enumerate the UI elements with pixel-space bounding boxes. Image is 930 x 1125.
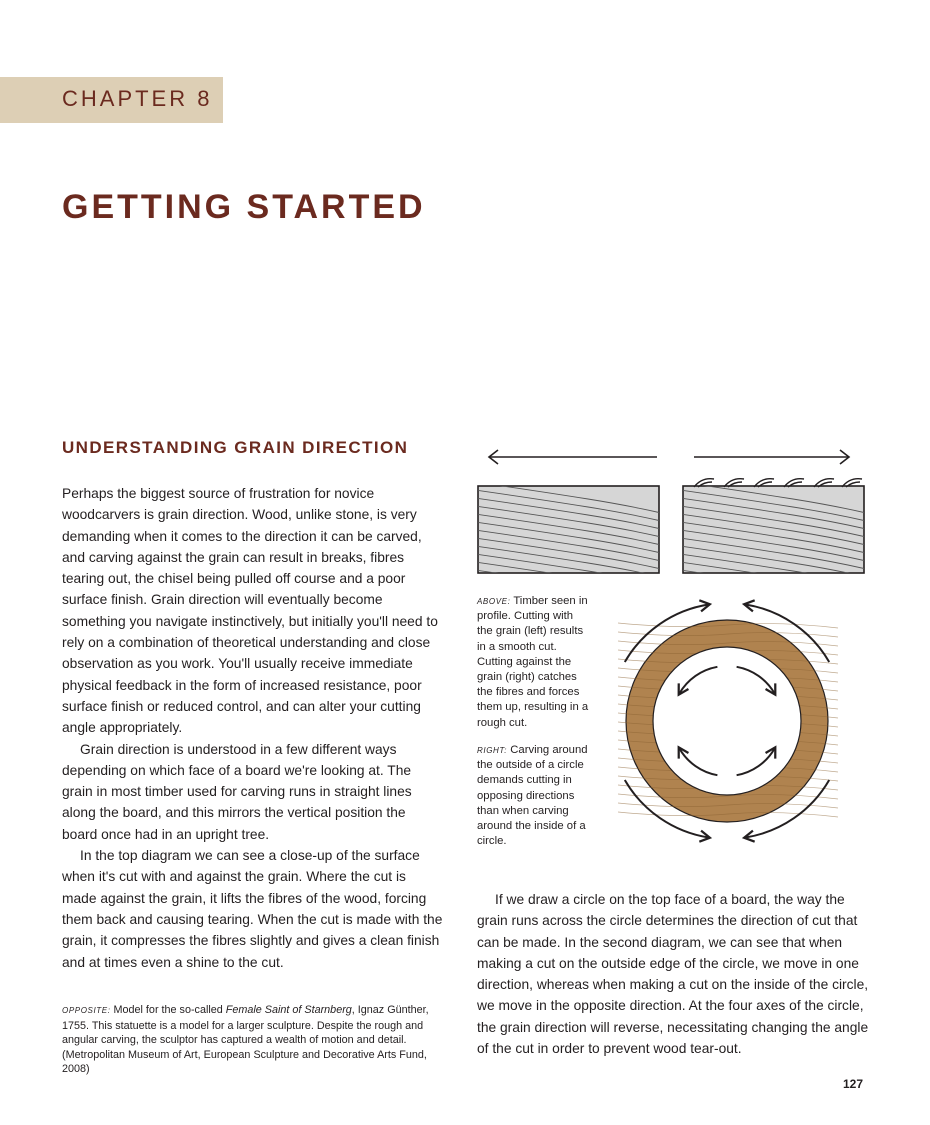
caption-lead: ABOVE: <box>477 597 511 606</box>
caption-italic-title: Female Saint of Starnberg <box>225 1004 352 1016</box>
body-paragraph: In the top diagram we can see a close-up of the surface when it's cut with and against the grain. Where the cut is made against the grain, it lifts the fibres of the wood, forcing them back and causing tearing. When the cut is made with the grain, it compresses the fibres slightly and gives a clean finish and at times even a shine to the cut. <box>62 848 443 970</box>
caption-opposite <box>62 1003 447 1077</box>
body-paragraph: Grain direction is understood in a few different ways depending on which face of a board we're looking at. The grain in most timber used for carving runs in straight lines along the board, and this mirrors the vertical position the board once had in an upright tree. <box>62 741 412 842</box>
body-paragraph: If we draw a circle on the top face of a board, the way the grain runs across the circle determines the direction of cut that can be made. In the second diagram, we can see that when making a cut on the outside edge of the circle, we move in one direction, whereas when making a cut on the inside of the circle, we move in the opposite direction. At the four axes of the circle, the grain direction will reverse, necessitating changing the angle of the cut in order to prevent wood tear-out. <box>477 892 869 1057</box>
caption-text: Carving around the outside of a circle demands cutting in opposing directions than when carving around the inside of a circle. <box>477 744 588 848</box>
caption-text: Timber seen in profile. Cutting with the grain (left) results in a smooth cut. Cutting against the grain (right) catches the fibres and forces them up, resulting in a rough cut. <box>477 595 589 729</box>
body-left-column <box>62 483 444 973</box>
page-number: 127 <box>843 1077 864 1091</box>
caption-text: Model for the so-called <box>110 1004 226 1016</box>
caption-lead: RIGHT: <box>477 746 508 755</box>
grain-direction-diagram <box>474 443 869 578</box>
body-paragraph: Perhaps the biggest source of frustration for novice woodcarvers is grain direction. Wood, unlike stone, is very demanding when it comes to the direction it can be carved, and carving against the grain can result in breaks, fibres tearing out, the chisel being pulled off course and a poor surface finish. Grain direction will eventually become something you navigate instinctively, but initially you'll need to rely on a combination of theoretical understanding and close observation as you work. You'll usually receive immediate physical feedback in the form of increased resistance, poor surface finish or reduced control, and can alter your cutting angle appropriately. <box>62 486 438 736</box>
body-right-column <box>477 889 869 1059</box>
page-title: GETTING STARTED <box>62 188 426 226</box>
timber-rough-cut <box>673 479 869 578</box>
caption-above <box>477 594 590 731</box>
arrow-right-icon <box>694 450 849 464</box>
caption-right <box>477 743 590 849</box>
caption-lead: OPPOSITE: <box>62 1006 111 1015</box>
section-heading: UNDERSTANDING GRAIN DIRECTION <box>62 438 409 457</box>
timber-smooth-cut <box>474 481 678 578</box>
arrow-left-icon <box>489 450 657 464</box>
caption-text: , Ignaz Günther, 1755. This statuette is a model for a larger sculpture. Despite the rough and angular carving, the sculptor has captured a wealth of motion and detail. (Metropolitan Museum of Art, European Sculpture and Decorative Arts Fund, 2008) <box>62 1004 429 1075</box>
chapter-label: CHAPTER 8 <box>62 86 213 111</box>
wood-ring <box>618 620 838 822</box>
circle-carving-diagram <box>608 593 863 863</box>
